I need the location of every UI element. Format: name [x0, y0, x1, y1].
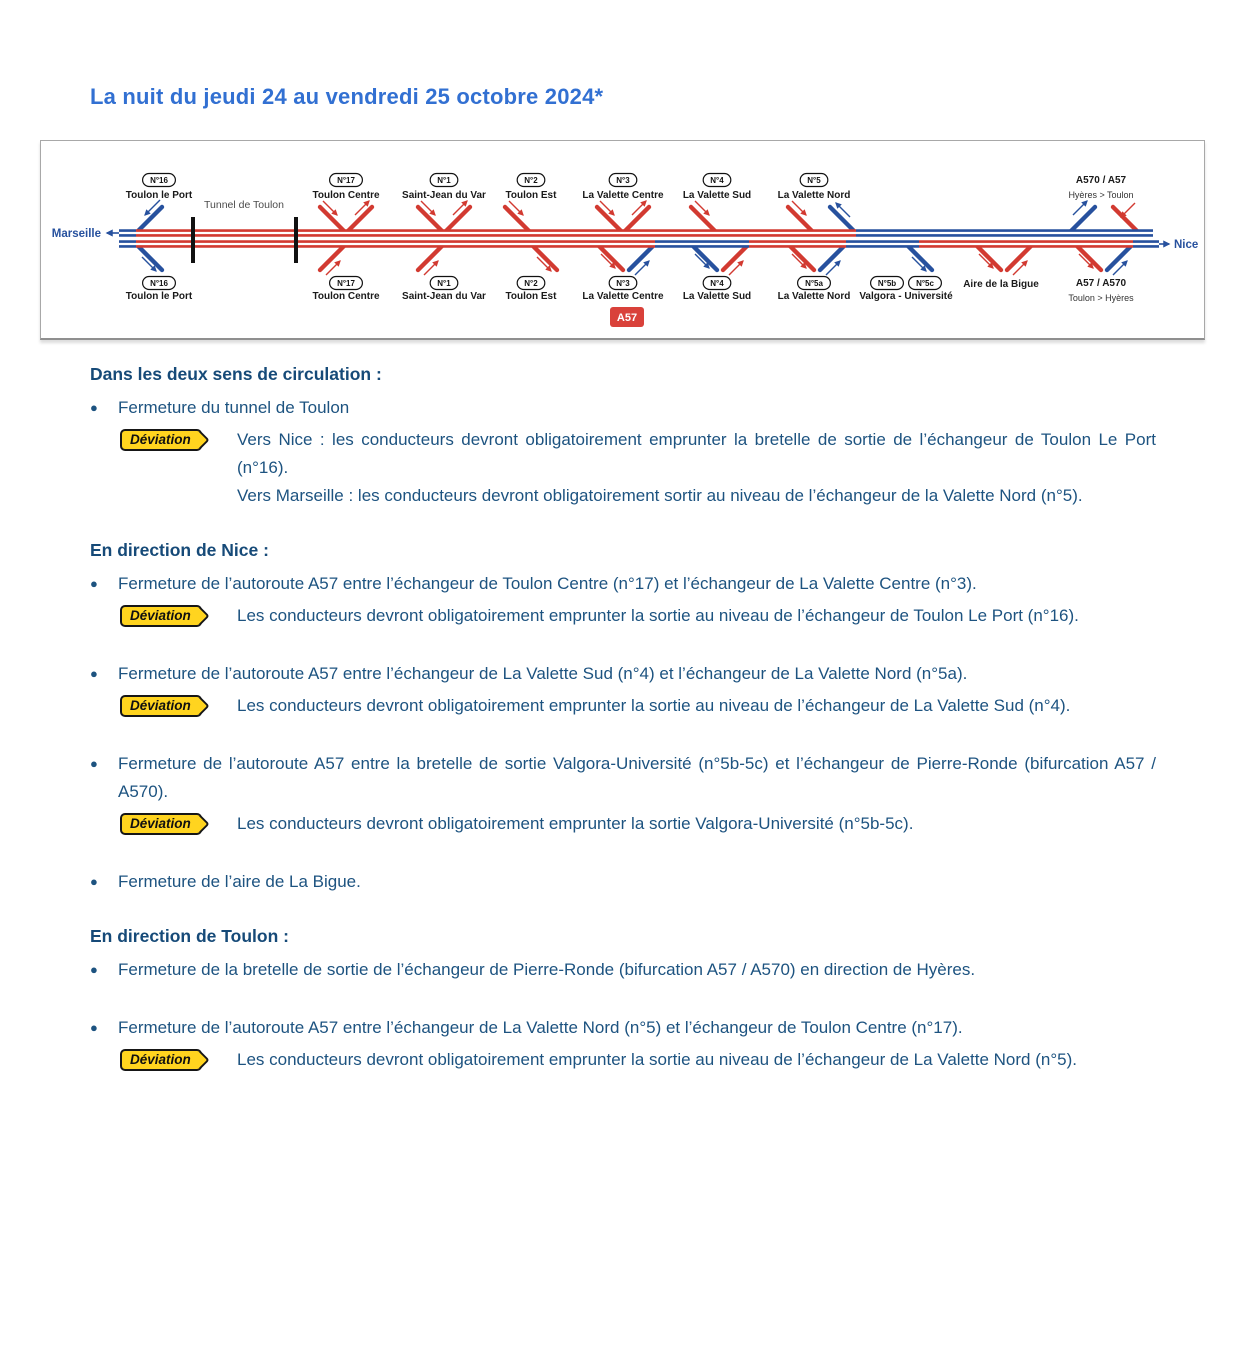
- section: [90, 926, 1156, 1074]
- svg-text:La Valette Centre: La Valette Centre: [582, 190, 664, 201]
- svg-text:N°17: N°17: [337, 176, 355, 185]
- section-heading: Dans les deux sens de circulation :: [90, 364, 382, 384]
- page-title: La nuit du jeudi 24 au vendredi 25 octobre 2024*: [90, 84, 604, 109]
- closure-text: Fermeture de l’autoroute A57 entre l’échangeur de Toulon Centre (n°17) et l’échangeur de La Valette Centre (n°3).: [118, 574, 977, 593]
- content: [90, 364, 1156, 1074]
- deviation-text: Les conducteurs devront obligatoirement emprunter la sortie Valgora-Université (n°5b-5c).: [237, 814, 914, 833]
- bullet-dot: ●: [90, 756, 98, 771]
- a57-route-badge: [610, 307, 644, 327]
- exit-label-top: [312, 174, 379, 202]
- deviation-text-col: [237, 810, 1156, 838]
- junction-label-bottom: [1068, 278, 1134, 303]
- svg-text:La Valette Sud: La Valette Sud: [682, 291, 752, 302]
- closure-item: [90, 660, 1156, 720]
- closure-item: [90, 570, 1156, 630]
- deviation-badge-col: [120, 1046, 237, 1074]
- exit-label-top: [126, 174, 193, 202]
- bullet-row: [90, 868, 1156, 896]
- svg-text:La Valette Sud: La Valette Sud: [682, 190, 752, 201]
- deviation-block: [120, 602, 1156, 630]
- tunnel-label: Tunnel de Toulon: [204, 199, 284, 211]
- exit-label-top: [402, 174, 486, 202]
- bullet-dot: ●: [90, 400, 98, 415]
- deviation-badge: Déviation: [120, 695, 202, 717]
- deviation-badge: Déviation: [120, 1049, 202, 1071]
- deviation-block: [120, 426, 1156, 510]
- svg-text:A57: A57: [616, 312, 638, 324]
- deviation-text-col: [237, 1046, 1156, 1074]
- svg-text:N°2: N°2: [524, 279, 538, 288]
- deviation-badge: Déviation: [120, 429, 202, 451]
- svg-text:Toulon Centre: Toulon Centre: [312, 190, 380, 201]
- bullet-row: [90, 570, 1156, 598]
- junction-label-top: [1068, 175, 1133, 200]
- svg-text:Valgora - Université: Valgora - Université: [859, 291, 953, 302]
- nice-label: Nice: [1174, 239, 1199, 251]
- deviation-badge: Déviation: [120, 813, 202, 835]
- deviation-badge-col: [120, 692, 237, 720]
- svg-text:N°5c: N°5c: [916, 279, 934, 288]
- exit-label-bottom: [506, 277, 558, 303]
- deviation-badge-col: [120, 426, 237, 510]
- svg-text:N°4: N°4: [710, 176, 724, 185]
- closure-item: [90, 868, 1156, 896]
- closure-text: Fermeture de l’aire de La Bigue.: [118, 872, 361, 891]
- deviation-block: [120, 1046, 1156, 1074]
- closure-item: [90, 1014, 1156, 1074]
- svg-text:N°4: N°4: [710, 279, 724, 288]
- deviation-text-col: [237, 602, 1156, 630]
- bullet-row: [90, 750, 1156, 806]
- svg-text:N°2: N°2: [524, 176, 538, 185]
- exit-label-bottom: [963, 279, 1039, 290]
- svg-text:Toulon le Port: Toulon le Port: [125, 190, 193, 201]
- deviation-text: Vers Nice : les conducteurs devront obligatoirement emprunter la bretelle de sortie de l’échangeur de Toulon Le Port (n°16).: [237, 430, 1156, 477]
- deviation-block: [120, 810, 1156, 838]
- section: [90, 364, 1156, 510]
- bullet-dot: ●: [90, 666, 98, 681]
- carriageway-lines: [119, 217, 1159, 263]
- closure-item: [90, 394, 1156, 510]
- svg-text:N°1: N°1: [437, 176, 451, 185]
- svg-text:N°5: N°5: [807, 176, 821, 185]
- svg-text:Hyères > Toulon: Hyères > Toulon: [1068, 190, 1134, 200]
- svg-text:Toulon Centre: Toulon Centre: [312, 291, 380, 302]
- closure-item: [90, 956, 1156, 984]
- diagram-box: [40, 140, 1205, 340]
- exit-label-top: [683, 174, 751, 202]
- section-heading: En direction de Toulon :: [90, 926, 289, 946]
- closure-text: Fermeture de la bretelle de sortie de l’échangeur de Pierre-Ronde (bifurcation A57 / A570) en direction de Hyères.: [118, 960, 976, 979]
- exit-label-top: [778, 174, 851, 202]
- svg-text:Toulon > Hyères: Toulon > Hyères: [1068, 293, 1134, 303]
- svg-text:Toulon Est: Toulon Est: [505, 291, 557, 302]
- exit-label-top: [582, 174, 664, 202]
- a57-closure-diagram: [41, 141, 1204, 337]
- svg-text:N°1: N°1: [437, 279, 451, 288]
- svg-text:Toulon le Port: Toulon le Port: [125, 291, 193, 302]
- deviation-text: Vers Marseille : les conducteurs devront obligatoirement sortir au niveau de l’échangeur de la Valette Nord (n°5).: [237, 486, 1083, 505]
- deviation-text: Les conducteurs devront obligatoirement emprunter la sortie au niveau de l’échangeur de Toulon Le Port (n°16).: [237, 606, 1079, 625]
- interchange-labels: [126, 174, 1134, 304]
- bullet-dot: ●: [90, 576, 98, 591]
- deviation-text-col: [237, 426, 1156, 510]
- closure-text: Fermeture du tunnel de Toulon: [118, 398, 350, 417]
- closure-text: Fermeture de l’autoroute A57 entre l’échangeur de La Valette Nord (n°5) et l’échangeur de Toulon Centre (n°17).: [118, 1018, 963, 1037]
- bullet-row: [90, 956, 1156, 984]
- exit-label-bottom: [312, 277, 379, 303]
- svg-text:La Valette Centre: La Valette Centre: [582, 291, 664, 302]
- exit-label-bottom: [859, 277, 953, 303]
- svg-text:Saint-Jean du Var: Saint-Jean du Var: [402, 190, 486, 201]
- deviation-badge: Déviation: [120, 605, 202, 627]
- exit-label-bottom: [126, 277, 193, 303]
- closure-text: Fermeture de l’autoroute A57 entre l’échangeur de La Valette Sud (n°4) et l’échangeur de La Valette Nord (n°5a).: [118, 664, 968, 683]
- section: [90, 540, 1156, 896]
- deviation-block: [120, 692, 1156, 720]
- svg-text:N°17: N°17: [337, 279, 355, 288]
- svg-text:La Valette Nord: La Valette Nord: [777, 190, 851, 201]
- svg-text:N°3: N°3: [616, 176, 630, 185]
- section-heading: En direction de Nice :: [90, 540, 269, 560]
- exit-label-top: [506, 174, 558, 202]
- deviation-badge-col: [120, 602, 237, 630]
- deviation-text-col: [237, 692, 1156, 720]
- svg-text:N°16: N°16: [150, 279, 168, 288]
- svg-text:La Valette Nord: La Valette Nord: [777, 291, 851, 302]
- svg-text:A57 / A570: A57 / A570: [1075, 278, 1127, 289]
- svg-text:Aire de la Bigue: Aire de la Bigue: [963, 279, 1039, 290]
- exit-label-bottom: [778, 277, 851, 303]
- bullet-dot: ●: [90, 874, 98, 889]
- bullet-dot: ●: [90, 1020, 98, 1035]
- svg-text:Toulon Est: Toulon Est: [505, 190, 557, 201]
- svg-text:N°5a: N°5a: [805, 279, 823, 288]
- bullet-dot: ●: [90, 962, 98, 977]
- svg-text:N°3: N°3: [616, 279, 630, 288]
- bullet-row: [90, 394, 1156, 422]
- bullet-row: [90, 1014, 1156, 1042]
- deviation-text: Les conducteurs devront obligatoirement emprunter la sortie au niveau de l’échangeur de La Valette Sud (n°4).: [237, 696, 1071, 715]
- exit-label-bottom: [402, 277, 486, 303]
- closure-item: [90, 750, 1156, 838]
- svg-text:N°5b: N°5b: [877, 279, 897, 288]
- exit-label-bottom: [683, 277, 751, 303]
- svg-text:Saint-Jean du Var: Saint-Jean du Var: [402, 291, 486, 302]
- bullet-row: [90, 660, 1156, 688]
- svg-text:A570 / A57: A570 / A57: [1075, 175, 1127, 186]
- interchange-ramps: [136, 200, 1139, 275]
- exit-label-bottom: [582, 277, 664, 303]
- closure-text: Fermeture de l’autoroute A57 entre la bretelle de sortie Valgora-Université (n°5b-5c) et l’échangeur de Pierre-Ronde (bifurcation A57 / A570).: [118, 754, 1156, 801]
- marseille-label: Marseille: [51, 228, 101, 240]
- svg-text:N°16: N°16: [150, 176, 168, 185]
- deviation-text: Les conducteurs devront obligatoirement emprunter la sortie au niveau de l’échangeur de La Valette Nord (n°5).: [237, 1050, 1077, 1069]
- deviation-badge-col: [120, 810, 237, 838]
